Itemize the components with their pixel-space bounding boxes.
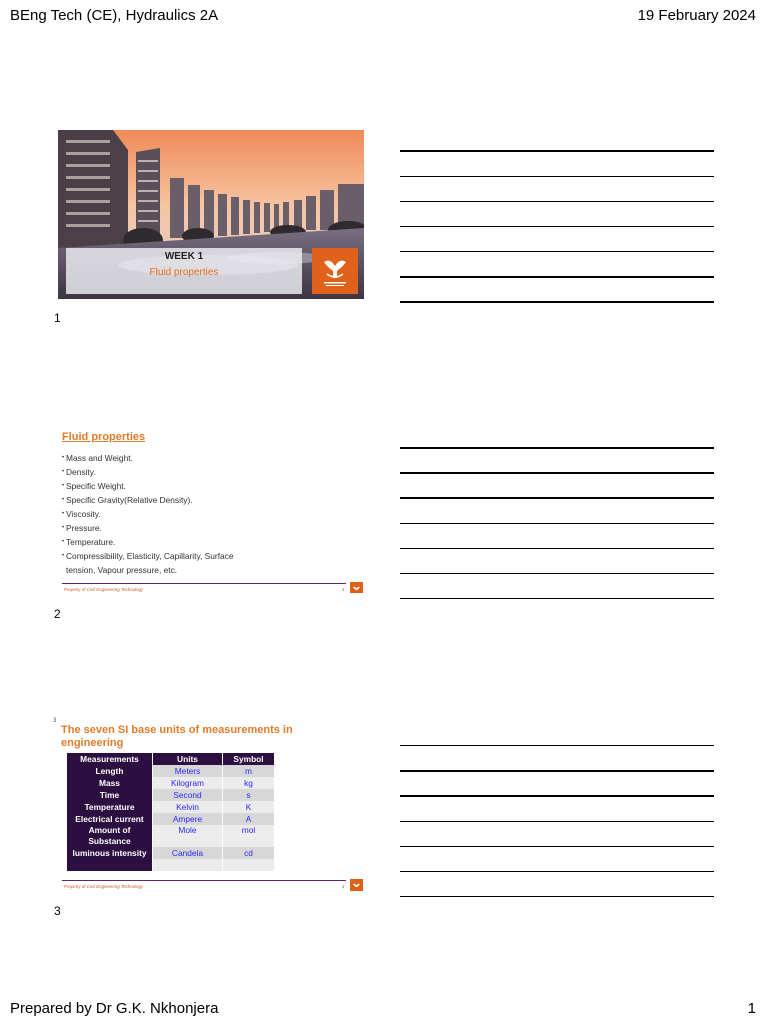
- table-cell: s: [223, 789, 274, 801]
- list-item: • Specific Weight.: [62, 479, 234, 493]
- slide-2-thumbnail: [58, 424, 364, 593]
- table-cell: Ampere: [153, 813, 222, 825]
- slide-1-week-label: WEEK 1: [164, 251, 204, 262]
- table-row: [67, 813, 274, 825]
- table-cell: K: [223, 801, 274, 813]
- table-cell: Second: [153, 789, 222, 801]
- slide-number-1: 1: [54, 311, 61, 325]
- table-row: [67, 789, 274, 801]
- list-item: • Density.: [62, 465, 234, 479]
- document-header-course: BEng Tech (CE), Hydraulics 2A: [10, 7, 219, 24]
- table-cell: m: [223, 765, 274, 777]
- table-cell: Length: [67, 765, 152, 777]
- column-header: Measurements: [67, 753, 152, 765]
- slide-2-bullet-list: [62, 451, 234, 577]
- table-cell: Electrical current: [67, 813, 152, 825]
- slide-2-footer-rule: [62, 583, 346, 584]
- document-footer-page-number: 1: [747, 1000, 756, 1017]
- list-item-continuation: tension, Vapour pressure, etc.: [66, 565, 178, 575]
- slide-3-page-number: 3: [53, 718, 57, 724]
- table-row: [67, 847, 274, 859]
- document-footer-author: Prepared by Dr G.K. Nkhonjera: [10, 1000, 219, 1017]
- university-logo-icon: [350, 582, 363, 593]
- slide-2-page-number: 1: [342, 587, 345, 592]
- table-cell: Amount of Substance: [67, 825, 152, 847]
- table-cell: [223, 859, 274, 871]
- table-row: [67, 801, 274, 813]
- table-cell: Temperature: [67, 801, 152, 813]
- slide-1-thumbnail: [58, 130, 364, 299]
- table-cell: Kelvin: [153, 801, 222, 813]
- table-cell: Candela: [153, 847, 222, 859]
- slide-3-footer-text: Property of Civil Engineering Technology: [64, 884, 144, 889]
- slide-1-subtitle: Fluid properties: [149, 267, 219, 278]
- list-item: • Compressibility, Elasticity, Capillarity, Surface: [62, 549, 234, 563]
- list-item: • Temperature.: [62, 535, 234, 549]
- slide-number-3: 3: [54, 904, 61, 918]
- table-cell: [153, 859, 222, 871]
- list-item: • Viscosity.: [62, 507, 234, 521]
- table-cell: mol: [223, 825, 274, 847]
- list-item: • Mass and Weight.: [62, 451, 234, 465]
- table-cell: [67, 859, 152, 871]
- slide-3-footer-page: 1: [342, 884, 345, 889]
- list-item: • Pressure.: [62, 521, 234, 535]
- table-cell: Time: [67, 789, 152, 801]
- table-cell: A: [223, 813, 274, 825]
- table-cell: Mole: [153, 825, 222, 847]
- list-item: • Specific Gravity(Relative Density).: [62, 493, 234, 507]
- table-row: [67, 765, 274, 777]
- column-header: Symbol: [223, 753, 274, 765]
- slide-3-footer-rule: [62, 880, 346, 881]
- university-logo-icon: [350, 879, 363, 891]
- table-cell: kg: [223, 777, 274, 789]
- table-row: [67, 777, 274, 789]
- slide-number-2: 2: [54, 607, 61, 621]
- si-units-table: [66, 753, 275, 871]
- slide-1-title-box: [66, 248, 302, 294]
- slide-3-thumbnail: [53, 718, 364, 889]
- university-logo-icon: [312, 248, 358, 294]
- column-header: Units: [153, 753, 222, 765]
- table-cell: Meters: [153, 765, 222, 777]
- table-cell: cd: [223, 847, 274, 859]
- table-row: [67, 825, 274, 847]
- table-header-row: [67, 753, 274, 765]
- slide-2-title: Fluid properties: [62, 431, 146, 443]
- document-header-date: 19 February 2024: [637, 7, 756, 24]
- table-cell: Mass: [67, 777, 152, 789]
- table-cell: Kilogram: [153, 777, 222, 789]
- table-row-empty: [67, 859, 274, 871]
- slide-3-title: The seven SI base units of measurements in engineering: [61, 724, 293, 749]
- slide-2-footer-text: Property of Civil Engineering Technology: [64, 587, 144, 592]
- table-cell: luminous intensity: [67, 847, 152, 859]
